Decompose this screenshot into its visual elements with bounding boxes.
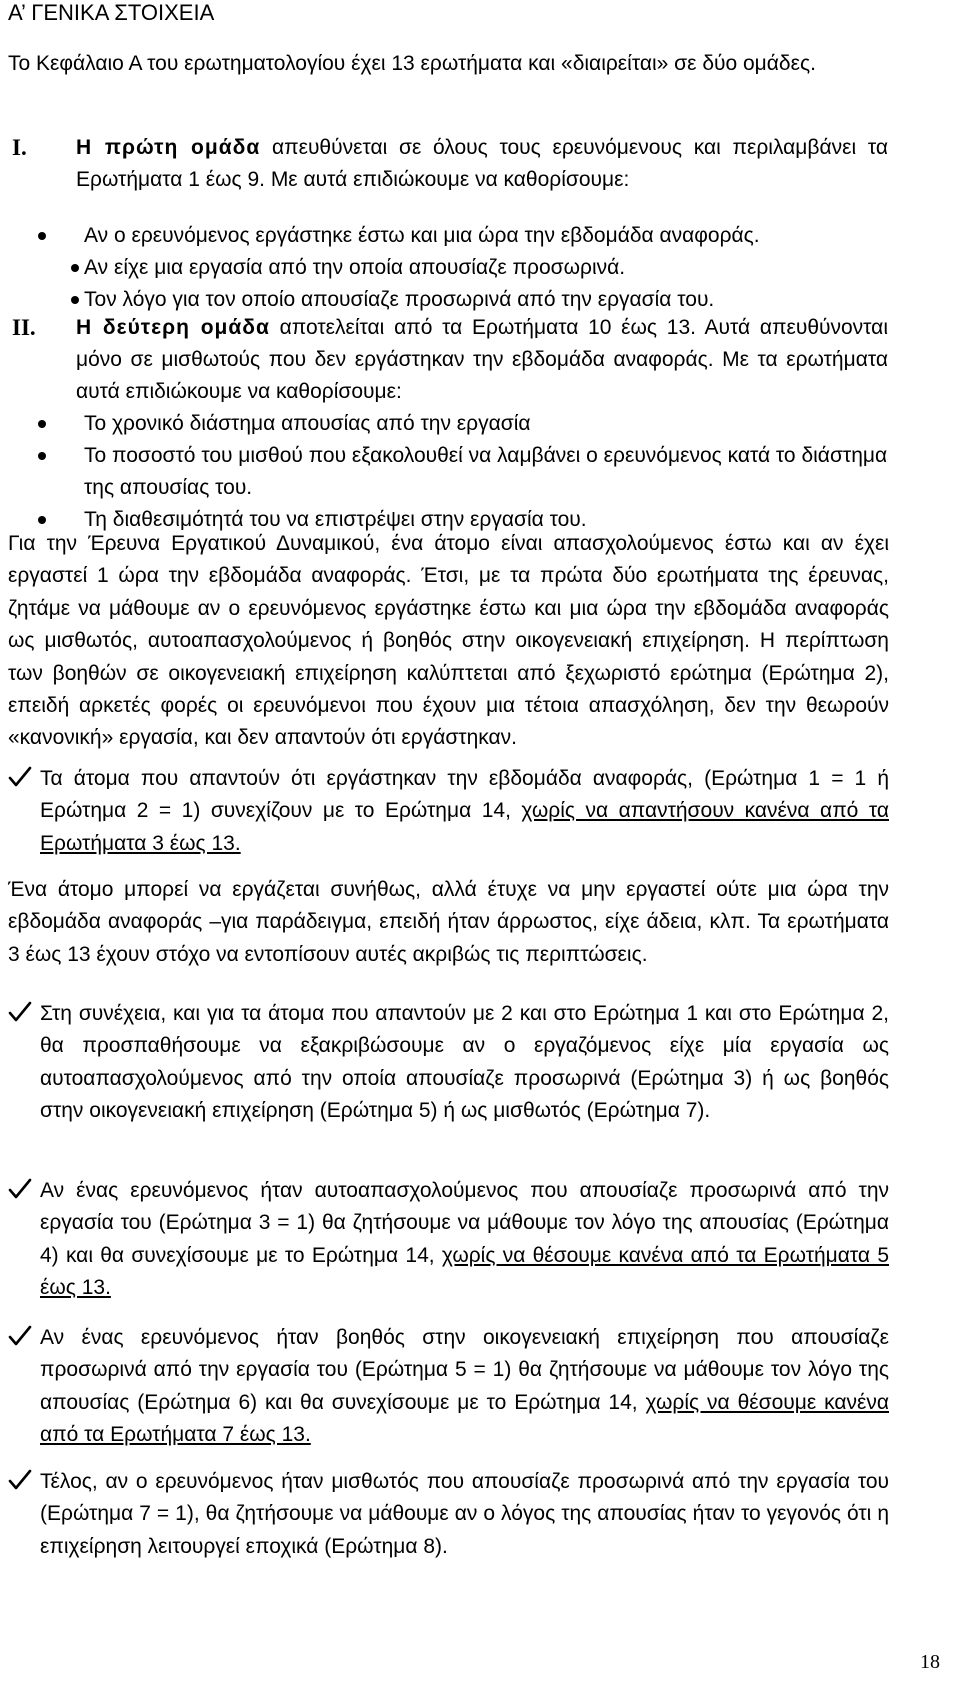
bullet-dot — [38, 232, 46, 240]
list-item-text: Τον λόγο για τον οποίο απουσίαζε προσωρινά από την εργασία του. — [84, 288, 715, 311]
group-two-bold: Η δεύτερη ομάδα — [76, 316, 270, 339]
roman-numeral-one: I. — [12, 135, 27, 160]
section-heading: Α’ ΓΕΝΙΚΑ ΣΤΟΙΧΕΙΑ — [8, 0, 215, 25]
group-two-text — [76, 312, 888, 408]
check-mark-icon — [8, 1468, 32, 1492]
roman-numeral-two: II. — [12, 315, 36, 340]
list-item-text: Το ποσοστό του μισθού που εξακολουθεί να λαμβάνει ο ερευνόμενος κατά το διάστημα της απουσίας του. — [84, 444, 888, 499]
check-mark-icon — [8, 1324, 32, 1348]
list-item-text: Αν ο ερευνόμενος εργάστηκε έστω και μια ώρα την εβδομάδα αναφοράς. — [84, 224, 760, 247]
group-one-bold: Η πρώτη ομάδα — [76, 136, 261, 159]
check-item-2 — [8, 998, 889, 1128]
group-one — [8, 132, 888, 196]
underlined-text: χωρίς να θέσουμε κανένα από τα Ερωτήματα 5 έως 13. — [40, 1243, 889, 1300]
check-item-5 — [8, 1466, 889, 1563]
bullet-dot — [38, 420, 46, 428]
bullet-dot — [71, 296, 79, 304]
group-one-bullet-list — [0, 220, 900, 316]
group-two — [8, 312, 888, 408]
underlined-text: χωρίς να θέσουμε κανένα από τα Ερωτήματα 7 έως 13. — [40, 1390, 889, 1447]
check-item-1 — [8, 763, 889, 860]
check-item-text: Στη συνέχεια, και για τα άτομα που απαντούν με 2 και στο Ερώτημα 1 και στο Ερώτημα 2, θα προσπαθήσουμε να εξακριβώσουμε αν ο εργαζόμενος είχε μία εργασία ως αυτοαπασχολούμενος από την οποία απουσίαζε προσωρινά (Ερώτημα 3) ή ως βοηθός στην οικογενειακή επιχείρηση (Ερώτημα 5) ή ως μισθωτός (Ερώτημα 7). — [40, 1002, 889, 1123]
check-mark-icon — [8, 1177, 32, 1201]
check-item-text: Τέλος, αν ο ερευνόμενος ήταν μισθωτός που απουσίαζε προσωρινά από την εργασία του (Ερώτημα 7 = 1), θα ζητήσουμε να μάθουμε αν ο λόγος της απουσίας ήταν το γεγονός ότι η επιχείρηση λειτουργεί εποχικά (Ερώτημα 8). — [40, 1470, 889, 1558]
group-two-body: αποτελείται από τα Ερωτήματα 10 έως 13. Αυτά απευθύνονται μόνο σε μισθωτούς που δεν εργάστηκαν την εβδομάδα αναφοράς. Με τα ερωτήματα αυτά επιδιώκουμε να καθορίσουμε: — [76, 316, 888, 403]
check-item-text: Αν ένας ερευνόμενος ήταν αυτοαπασχολούμενος που απουσίαζε προσωρινά από την εργασία του (Ερώτημα 3 = 1) θα ζητήσουμε να μάθουμε τον λόγο της απουσίας (Ερώτημα 4) και θα συνεχίσουμε με το Ερώτημα 14, χωρίς να θέσουμε κανένα από τα Ερωτήματα 5 έως 13. — [40, 1179, 889, 1300]
absence-paragraph: Ένα άτομο μπορεί να εργάζεται συνήθως, αλλά έτυχε να μην εργαστεί ούτε μια ώρα την εβδομάδα αναφοράς –για παράδειγμα, επειδή ήταν άρρωστος, είχε άδεια, κλπ. Τα ερωτήματα 3 έως 13 έχουν στόχο να εντοπίσουν αυτές ακριβώς τις περιπτώσεις. — [8, 878, 889, 966]
bullet-dot — [38, 516, 46, 524]
list-item-text: Τη διαθεσιμότητά του να επιστρέψει στην εργασία του. — [84, 508, 587, 531]
list-item — [0, 408, 900, 440]
check-mark-icon — [8, 1000, 32, 1024]
intro-paragraph: Το Κεφάλαιο Α του ερωτηματολογίου έχει 13 ερωτήματα και «διαιρείται» σε δύο ομάδες. — [8, 52, 816, 75]
check-item-text: Τα άτομα που απαντούν ότι εργάστηκαν την εβδομάδα αναφοράς, (Ερώτημα 1 = 1 ή Ερώτημα 2 = 1) συνεχίζουν με το Ερώτημα 14, χωρίς να απαντήσουν κανένα από τα Ερωτήματα 3 έως 13. — [40, 767, 889, 855]
list-item-text: Το χρονικό διάστημα απουσίας από την εργασία — [84, 412, 531, 435]
list-item — [0, 252, 900, 284]
bullet-dot — [71, 264, 79, 272]
list-item — [0, 220, 900, 252]
underlined-text: χωρίς να απαντήσουν κανένα από τα Ερωτήματα 3 έως 13. — [40, 799, 889, 855]
list-item-text: Αν είχε μια εργασία από την οποία απουσίαζε προσωρινά. — [84, 256, 626, 279]
bullet-dot — [38, 452, 46, 460]
list-item — [0, 440, 900, 504]
check-item-4 — [8, 1322, 889, 1452]
definition-paragraph: Για την Έρευνα Εργατικού Δυναμικού, ένα άτομο είναι απασχολούμενος έστω και αν έχει εργαστεί 1 ώρα την εβδομάδα αναφοράς. Έτσι, με τα πρώτα δύο ερωτήματα της έρευνας, ζητάμε να μάθουμε αν ο ερευνόμενος εργάστηκε έστω και μια ώρα την εβδομάδα αναφοράς ως μισθωτός, αυτοαπασχολούμενος ή βοηθός στην οικογενειακή επιχείρηση. Η περίπτωση των βοηθών σε οικογενειακή επιχείρηση καλύπτεται από ξεχωριστό ερώτημα (Ερώτημα 2), επειδή αρκετές φορές οι ερευνόμενοι που έχουν μια τέτοια απασχόληση, δεν την θεωρούν «κανονική» εργασία, και δεν απαντούν ότι εργάστηκαν. — [8, 532, 889, 750]
page-number: 18 — [920, 1651, 940, 1673]
group-one-text — [76, 132, 888, 196]
check-mark-icon — [8, 765, 32, 789]
group-two-bullet-list — [0, 408, 900, 536]
group-one-body: απευθύνεται σε όλους τους ερευνόμενους και περιλαμβάνει τα Ερωτήματα 1 έως 9. Με αυτά επιδιώκουμε να καθορίσουμε: — [76, 136, 888, 191]
check-item-text: Αν ένας ερευνόμενος ήταν βοηθός στην οικογενειακή επιχείρηση που απουσίαζε προσωρινά από την εργασία του (Ερώτημα 5 = 1) θα ζητήσουμε να μάθουμε τον λόγο της απουσίας (Ερώτημα 6) και θα συνεχίσουμε με το Ερώτημα 14, χωρίς να θέσουμε κανένα από τα Ερωτήματα 7 έως 13. — [40, 1326, 889, 1447]
check-item-3 — [8, 1175, 889, 1305]
